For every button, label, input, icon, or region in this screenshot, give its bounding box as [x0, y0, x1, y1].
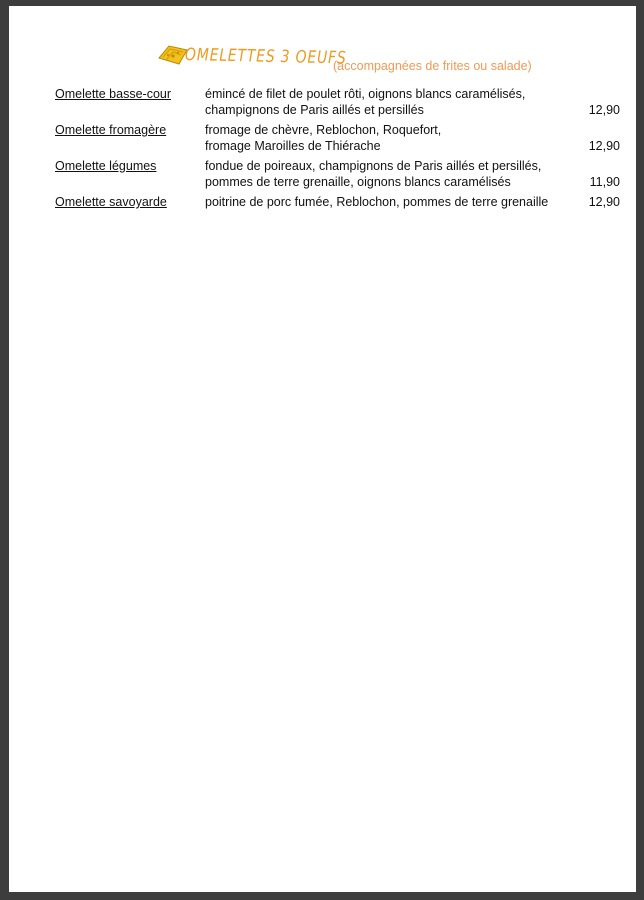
description-line: fromage de chèvre, Reblochon, Roquefort,: [205, 123, 442, 137]
description-line: fromage Maroilles de Thiérache: [205, 139, 381, 153]
menu-list: [55, 86, 620, 214]
menu-page: [9, 6, 636, 892]
item-price: 11,90: [589, 175, 620, 189]
section-subtitle: (accompagnées de frites ou salade): [333, 59, 532, 73]
item-name: Omelette fromagère: [55, 123, 167, 137]
item-name: Omelette basse-cour: [55, 87, 172, 101]
item-description: [205, 122, 575, 154]
item-price: 12,90: [588, 195, 620, 209]
item-description: [205, 194, 575, 210]
description-line: champignons de Paris aillés et persillés: [205, 103, 424, 117]
item-price: 12,90: [588, 103, 620, 117]
description-line: émincé de filet de poulet rôti, oignons blancs caramélisés,: [205, 87, 526, 101]
menu-item: [55, 158, 620, 190]
item-description: [205, 86, 575, 118]
description-line: poitrine de porc fumée, Reblochon, pommes de terre grenaille: [205, 195, 549, 209]
item-name: Omelette légumes: [55, 159, 157, 173]
item-price: 12,90: [588, 139, 620, 153]
item-name: Omelette savoyarde: [55, 195, 167, 209]
menu-item: [55, 122, 620, 154]
item-description: [205, 158, 575, 190]
menu-item: [55, 86, 620, 118]
section-title: OMELETTES 3 OEUFS: [184, 45, 347, 69]
description-line: fondue de poireaux, champignons de Paris aillés et persillés,: [205, 159, 542, 173]
description-line: pommes de terre grenaille, oignons blancs caramélisés: [205, 175, 511, 189]
menu-item: [55, 194, 620, 210]
